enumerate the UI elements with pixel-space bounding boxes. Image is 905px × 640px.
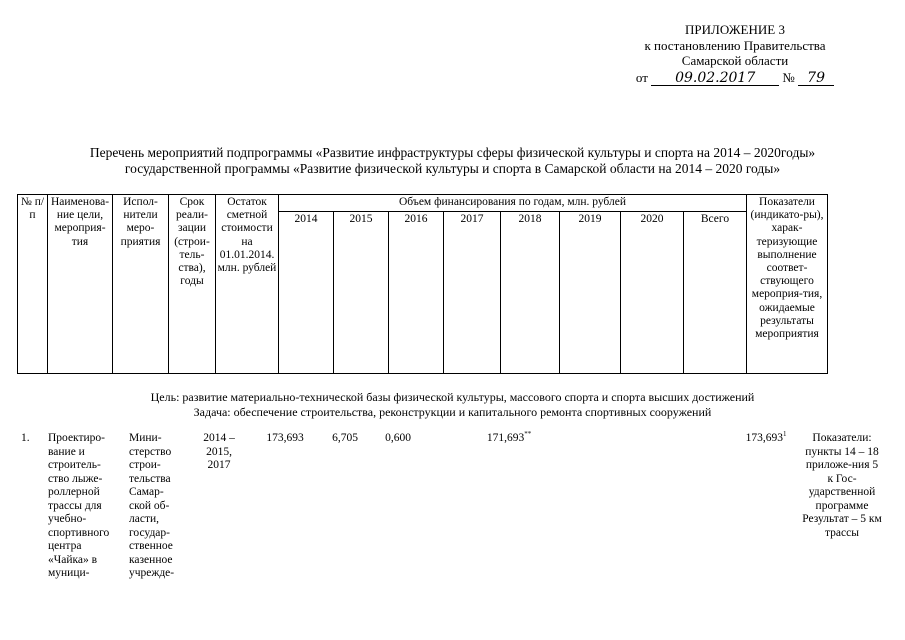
row-term: 2014 – 2015, 2017 bbox=[203, 432, 235, 471]
col-funding-header: Объем финансирования по годам, млн. рублей bbox=[279, 195, 747, 212]
year-2020-header: 2020 bbox=[621, 212, 684, 374]
year-2018-header: 2018 bbox=[501, 212, 560, 374]
row-2017-footnote: ** bbox=[524, 430, 532, 439]
approval-date-line bbox=[570, 70, 900, 86]
year-2014-header: 2014 bbox=[279, 212, 334, 374]
title-line-1: Перечень мероприятий подпрограммы «Развитие инфраструктуры сферы физической культуры и спорта на 2014 – 2020годы» bbox=[89, 145, 816, 160]
row-number: 1. bbox=[21, 432, 30, 444]
col-indicators-header: Показатели (индикато-ры), харак-теризующие выполнение соответ-ствующего мероприя-тия, ожидаемые результаты мероприятия bbox=[747, 195, 828, 374]
goal-task-block bbox=[0, 390, 905, 420]
approval-title: ПРИЛОЖЕНИЕ 3 bbox=[685, 22, 785, 37]
approval-authority: Самарской области bbox=[681, 53, 789, 68]
document-title bbox=[0, 145, 905, 177]
year-2019-header: 2019 bbox=[560, 212, 621, 374]
handwritten-number: 79 bbox=[798, 71, 834, 86]
handwritten-date: 09.02.2017 bbox=[651, 71, 779, 86]
col-term-header: Срок реали-зации (строи-тель-ства), годы bbox=[169, 195, 216, 374]
row-executor: Мини-стерство строи-тельства Самар-ской об-ласти, государ-ственное казенное учрежде- bbox=[129, 432, 175, 579]
year-2017-header: 2017 bbox=[444, 212, 501, 374]
approval-subtitle: к постановлению Правительства bbox=[644, 37, 826, 53]
year-2016-header: 2016 bbox=[389, 212, 444, 374]
row-name: Проектиро-вание и строитель-ство лыже-роллерной трассы для учебно-спортивного центра «Чайка» в муници- bbox=[48, 432, 110, 579]
total-header: Всего bbox=[684, 212, 747, 374]
date-prefix: от bbox=[635, 69, 648, 85]
row-2017 bbox=[478, 432, 540, 446]
goal-text: Цель: развитие материально-технической базы физической культуры, массового спорта и спорта высших достижений bbox=[150, 390, 755, 404]
row-2017-value: 171,693 bbox=[486, 432, 525, 444]
col-name-header: Наименова-ние цели, мероприя-тия bbox=[48, 195, 113, 374]
title-line-2: государственной программы «Развитие физической культуры и спорта в Самарской области на 2014 – 2020 годы» bbox=[124, 161, 781, 176]
row-total-footnote: 1 bbox=[782, 430, 787, 439]
year-2015-header: 2015 bbox=[334, 212, 389, 374]
number-prefix: № bbox=[782, 69, 795, 85]
row-indicators: Показатели: пункты 14 – 18 приложе-ния 5 к Гос-ударственной программе Результат – 5 км трассы bbox=[802, 432, 882, 539]
row-2014: 6,705 bbox=[332, 432, 358, 444]
col-rest-header: Остаток сметной стоимости на 01.01.2014. млн. рублей bbox=[216, 195, 279, 374]
task-text: Задача: обеспечение строительства, реконструкции и капитального ремонта спортивных сооружений bbox=[193, 405, 712, 419]
approval-block bbox=[570, 22, 900, 86]
row-rest: 173,693 bbox=[266, 432, 304, 444]
header-table bbox=[17, 194, 828, 374]
row-2015: 0,600 bbox=[385, 432, 411, 444]
col-exec-header: Испол-нители меро-приятия bbox=[113, 195, 169, 374]
row-total-value: 173,693 bbox=[745, 432, 783, 444]
row-total bbox=[732, 432, 800, 446]
col-num-header: № п/п bbox=[18, 195, 48, 374]
